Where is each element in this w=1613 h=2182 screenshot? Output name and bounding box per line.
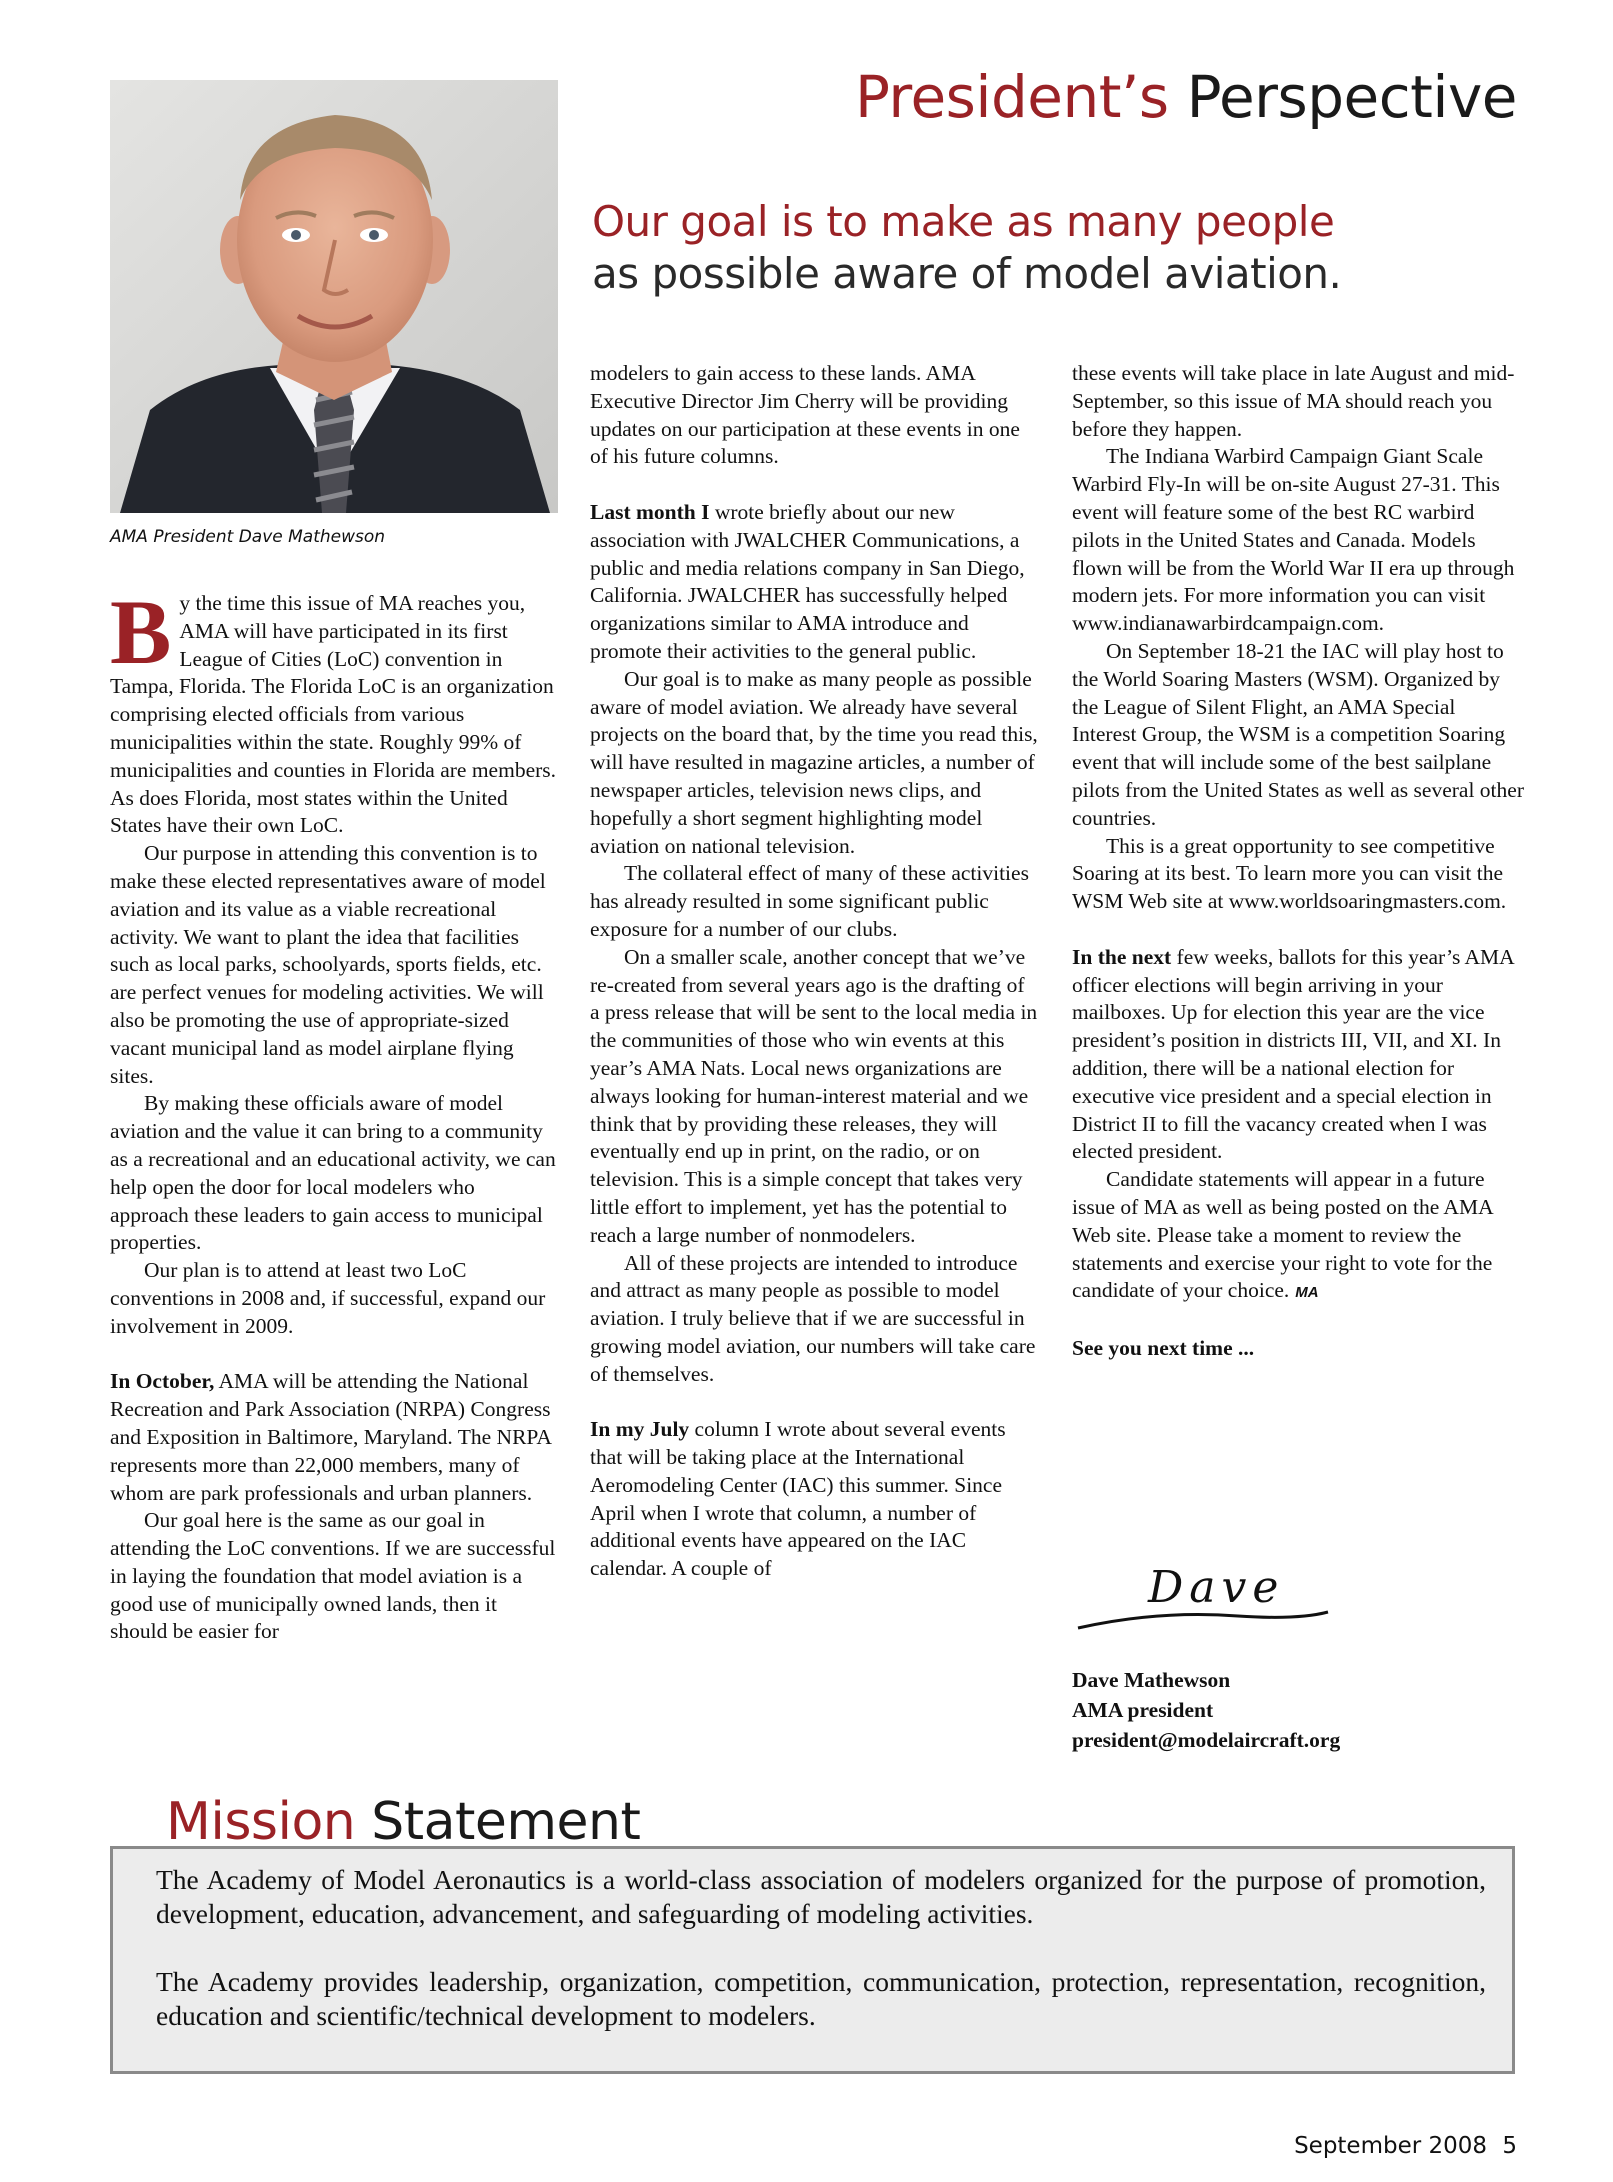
paragraph — [590, 1416, 1038, 1583]
signoff: See you next time ... — [1072, 1335, 1255, 1360]
paragraph — [590, 499, 1038, 666]
page-title-part2: Perspective — [1186, 63, 1517, 131]
page-footer — [1294, 2133, 1517, 2159]
paragraph-text: wrote briefly about our new association with JWALCHER Communications, a public and media relations company in San Diego, California. JWALCHER has successfully helped organizations similar to AMA introduce and promote their activities to the general public. — [590, 499, 1025, 663]
paragraph: these events will take place in late August and mid-September, so this issue of MA should reach you before they happen. — [1072, 361, 1515, 441]
author-name: Dave Mathewson — [1072, 1668, 1231, 1692]
article-column-3 — [1072, 360, 1524, 1363]
paragraph — [110, 1368, 556, 1507]
article-column-1 — [110, 581, 557, 1646]
paragraph-lead: Last month I — [590, 499, 710, 524]
author-block — [1072, 1665, 1532, 1755]
pull-quote — [592, 196, 1552, 300]
signature-text: Dave — [1148, 1562, 1285, 1613]
paragraph-text: few weeks, ballots for this year’s AMA officer elections will begin arriving in your mailboxes. Up for election this year are the vice president’s position in districts III, VII, and XI. In addition, there will be a national election for executive vice president and a special election in District II to fill the vacancy created when I was elected president. — [1072, 944, 1514, 1164]
paragraph: On September 18-21 the IAC will play host to the World Soaring Masters (WSM). Organized by the League of Silent Flight, an AMA Special Interest Group, the WSM is a competition Soaring event that will include some of the best sailplane pilots from the United States as well as several other countries. — [1072, 638, 1524, 830]
author-role: AMA president — [1072, 1698, 1214, 1722]
paragraph-lead: In October, — [110, 1369, 215, 1394]
drop-cap: B — [110, 581, 172, 683]
photo-caption: AMA President Dave Mathewson — [110, 527, 386, 547]
paragraph-text: Candidate statements will appear in a future issue of MA as well as being posted on the AMA Web site. Please take a moment to review the statements and exercise your right to vote for the candidate of your choice. — [1072, 1167, 1493, 1303]
mission-paragraph: The Academy provides leadership, organization, competition, communication, protection, representation, recognition, education and scientific/technical development to modelers. — [156, 1966, 1486, 2031]
portrait-image — [110, 80, 558, 513]
paragraph: The collateral effect of many of these activities has already resulted in some significant public exposure for a number of our clubs. — [590, 861, 1029, 941]
paragraph: This is a great opportunity to see competitive Soaring at its best. To learn more you can visit the WSM Web site at www.worldsoaringmasters.com. — [1072, 833, 1507, 914]
paragraph: Our purpose in attending this convention is to make these elected representatives aware of model aviation and its value as a viable recreational activity. We want to plant the idea that facilities such as local parks, schoolyards, sports fields, etc. are perfect venues for modeling activities. We will also be promoting the use of appropriate-sized vacant municipal land as model airplane flying sites. — [110, 841, 546, 1088]
paragraph-text: AMA will be attending the National Recreation and Park Association (NRPA) Congress and Exposition in Baltimore, Maryland. The NRPA represents more than 22,000 members, many of whom are park professionals and urban planners. — [110, 1369, 551, 1505]
paragraph: Our plan is to attend at least two LoC conventions in 2008 and, if successful, expand our involvement in 2009. — [110, 1258, 546, 1338]
article-column-2 — [590, 360, 1038, 1583]
paragraph-text: y the time this issue of MA reaches you, AMA will have participated in its first League of Cities (LoC) convention in Tampa, Florida. The Florida LoC is an organization comprising elected officials from various municipalities within the state. Roughly 99% of municipalities and counties in Florida are members. As does Florida, most states within the United States have their own LoC. — [110, 591, 557, 838]
paragraph: The Indiana Warbird Campaign Giant Scale Warbird Fly-In will be on-site August 27-31. This event will feature some of the best RC warbird pilots in the United States and Canada. Models flown will be from the World War II era up through modern jets. For more information you can visit www.indianawarbirdcampaign.com. — [1072, 444, 1515, 636]
paragraph-lead: In my July — [590, 1417, 690, 1442]
paragraph: On a smaller scale, another concept that we’ve re-created from several years ago is the drafting of a press release that will be sent to the local media in the communities of those who win events at this year’s AMA Nats. Local news organizations are always looking for human-interest material and we think that by providing these releases, they will eventually end up in print, on the radio, or on television. This is a simple concept that takes very little effort to implement, yet has the potential to reach a large number of nonmodelers. — [590, 944, 1038, 1247]
paragraph — [110, 581, 557, 840]
mission-text — [156, 1863, 1486, 2033]
paragraph: modelers to gain access to these lands. AMA Executive Director Jim Cherry will be providing updates on our participation at these events in one of his future columns. — [590, 361, 1020, 469]
paragraph: Our goal is to make as many people as possible aware of model aviation. We already have several projects on the board that, by the time you read this, will have resulted in magazine articles, a number of newspaper articles, television news clips, and hopefully a short segment highlighting model aviation on national television. — [590, 666, 1038, 858]
paragraph — [1072, 1166, 1524, 1307]
paragraph: Our goal here is the same as our goal in attending the LoC conventions. If we are successful in laying the foundation that model aviation is a good use of municipally owned lands, then it should be easier for — [110, 1508, 556, 1644]
author-email: president@modelaircraft.org — [1072, 1728, 1341, 1752]
paragraph-text: column I wrote about several events that will be taking place at the International Aeromodeling Center (IAC) this summer. Since April when I wrote that column, a number of additional events have appeared on the IAC calendar. A couple of — [590, 1417, 1006, 1581]
page-title-part1: President’s — [854, 63, 1169, 131]
page-title — [854, 63, 1517, 131]
paragraph: By making these officials aware of model aviation and the value it can bring to a community as a recreational and an educational activity, we can help open the door for local modelers who approach these leaders to gain access to municipal properties. — [110, 1091, 556, 1255]
mission-title-part2: Statement — [371, 1792, 641, 1852]
paragraph — [1072, 944, 1524, 1166]
pull-quote-line2: as possible aware of model aviation. — [592, 249, 1342, 298]
paragraph-lead: In the next — [1072, 944, 1172, 969]
page-number: 5 — [1502, 2133, 1517, 2159]
end-mark: MA — [1295, 1284, 1319, 1302]
mission-title — [166, 1792, 641, 1852]
mission-paragraph: The Academy of Model Aeronautics is a world-class association of modelers organized for the purpose of promotion, development, education, advancement, and safeguarding of modeling activities. — [156, 1864, 1486, 1929]
pull-quote-line1: Our goal is to make as many people — [592, 197, 1335, 246]
signature-image — [1068, 1540, 1368, 1650]
mission-title-part1: Mission — [166, 1792, 356, 1852]
paragraph: All of these projects are intended to introduce and attract as many people as possible to model aviation. I truly believe that if we are successful in growing model aviation, our numbers will take care of themselves. — [590, 1250, 1036, 1386]
issue-date: September 2008 — [1294, 2133, 1488, 2159]
president-photo — [110, 80, 558, 513]
